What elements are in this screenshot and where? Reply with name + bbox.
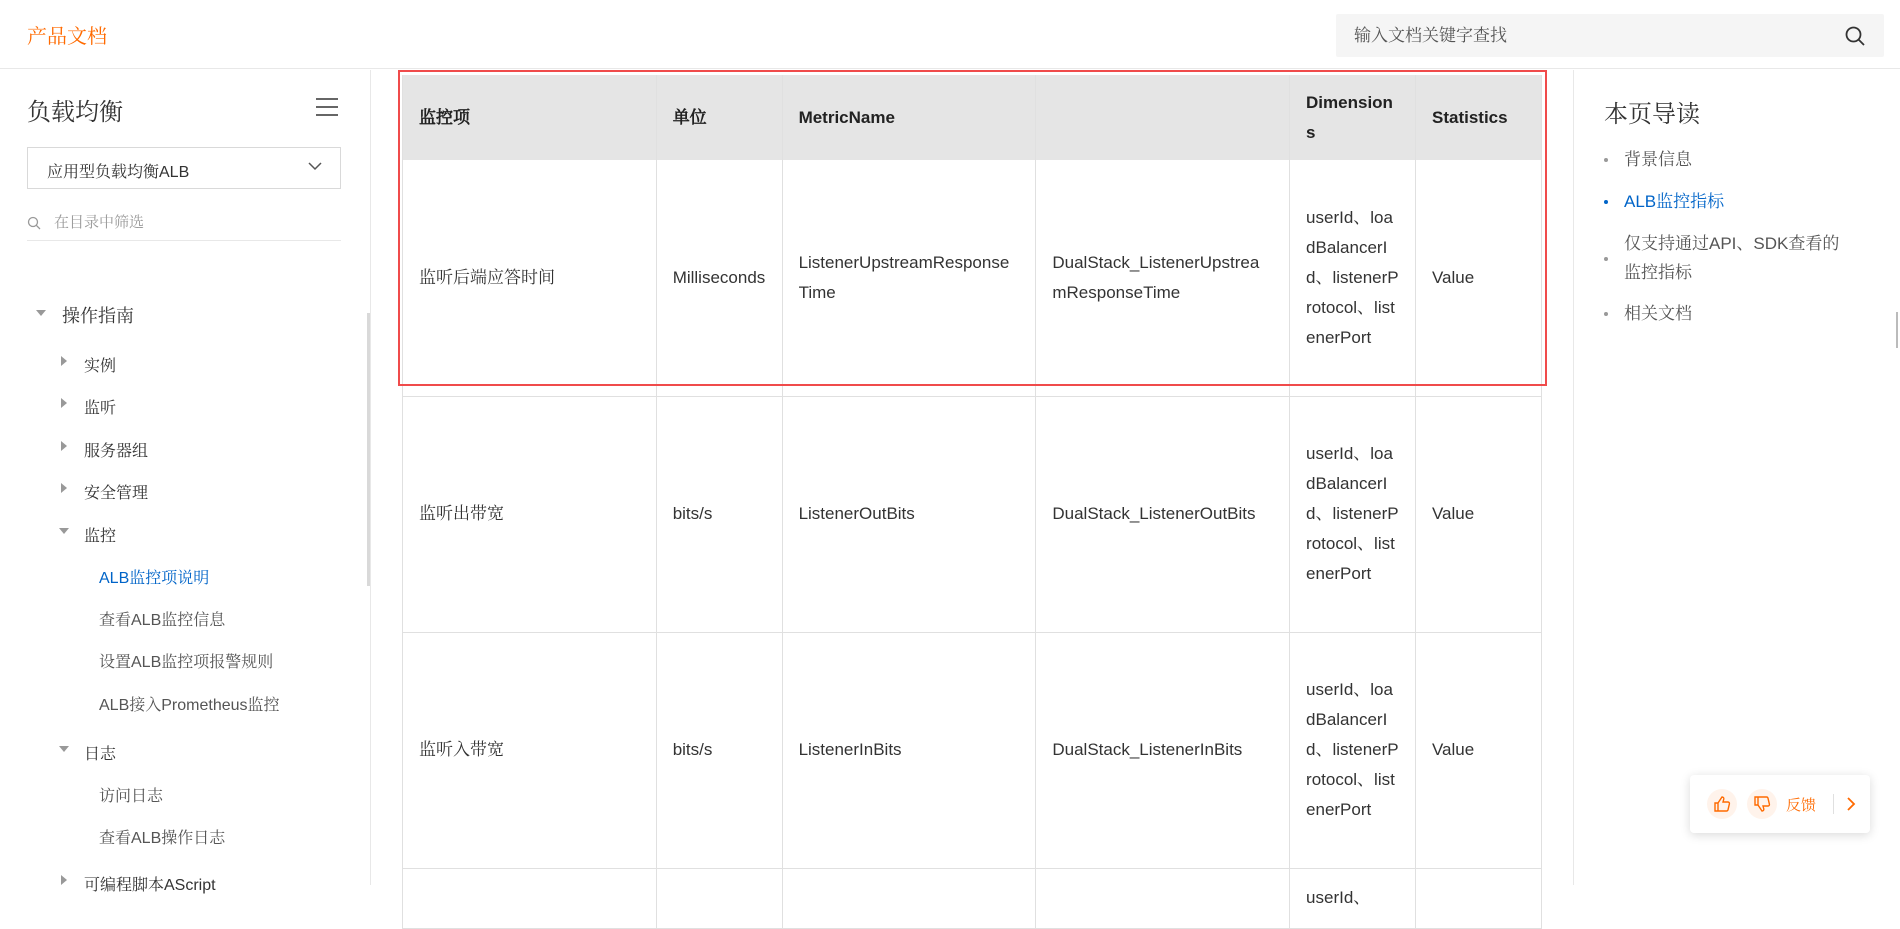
thumbs-up-button[interactable]	[1707, 789, 1737, 819]
tree-item-instance[interactable]: 实例	[84, 358, 117, 375]
column-header: 监控项	[403, 75, 657, 160]
menu-icon[interactable]	[316, 98, 340, 118]
chevron-down-icon	[308, 159, 322, 173]
table-cell: userId、loadBalancerId、listenerProtocol、listenerPort	[1290, 396, 1416, 632]
column-header: Dimensions	[1290, 75, 1416, 160]
tree-item-server-group[interactable]: 服务器组	[84, 443, 149, 460]
table-row	[403, 160, 1542, 396]
feedback-widget	[1690, 775, 1870, 833]
tree-item-alb-metrics[interactable]: ALB监控项说明	[99, 570, 210, 587]
toc-item-label: 仅支持通过API、SDK查看的监控指标	[1624, 234, 1840, 282]
bullet-dot	[1604, 158, 1608, 162]
sidebar-title: 负载均衡	[27, 99, 123, 126]
doc-search	[1336, 14, 1884, 57]
top-bar	[0, 0, 1900, 69]
thumbs-down-button[interactable]	[1747, 789, 1777, 819]
caret-right-icon[interactable]	[61, 875, 67, 885]
table-cell	[1415, 868, 1541, 928]
table-cell: DualStack_ListenerInBits	[1036, 632, 1290, 868]
thumbs-up-icon	[1713, 795, 1731, 813]
caret-right-icon[interactable]	[61, 441, 67, 451]
bullet-dot	[1604, 200, 1608, 204]
table-cell: 监听出带宽	[403, 396, 657, 632]
table-header-row	[403, 75, 1542, 160]
toc-item-label: ALB监控指标	[1624, 192, 1725, 211]
catalog-filter-input[interactable]	[54, 207, 334, 237]
doc-search-input[interactable]	[1354, 14, 1824, 57]
column-header	[1036, 75, 1290, 160]
toc-title: 本页导读	[1604, 101, 1700, 128]
tree-item-ascript[interactable]: 可编程脚本AScript	[84, 877, 216, 894]
tree-item-alarm-rules[interactable]: 设置ALB监控项报警规则	[99, 654, 274, 671]
toc-item-api-sdk-metrics[interactable]	[1604, 229, 1844, 287]
tree-item-view-monitor-info[interactable]: 查看ALB监控信息	[99, 612, 226, 629]
table-cell: userId、loadBalancerId、listenerProtocol、listenerPort	[1290, 632, 1416, 868]
toc-item-background[interactable]	[1604, 145, 1844, 174]
table-cell: Milliseconds	[656, 160, 782, 396]
page-toc	[1573, 70, 1900, 885]
table-row	[403, 396, 1542, 632]
table-cell	[782, 868, 1036, 928]
bullet-dot	[1604, 312, 1608, 316]
sidebar	[0, 70, 371, 894]
table-cell: ListenerOutBits	[782, 396, 1036, 632]
table-cell	[656, 868, 782, 928]
column-header: 单位	[656, 75, 782, 160]
feedback-label[interactable]: 反馈	[1786, 797, 1817, 814]
table-cell: 监听后端应答时间	[403, 160, 657, 396]
search-icon[interactable]	[1844, 25, 1866, 47]
tree-item-access-log[interactable]: 访问日志	[99, 788, 164, 805]
table-cell: Value	[1415, 396, 1541, 632]
product-select-value: 应用型负载均衡ALB	[47, 164, 190, 181]
caret-right-icon[interactable]	[61, 398, 67, 408]
chevron-right-icon[interactable]	[1841, 793, 1861, 815]
catalog-filter	[27, 207, 341, 241]
tree-item-operation-guide[interactable]: 操作指南	[62, 306, 134, 326]
toc-item-alb-metrics[interactable]	[1604, 187, 1844, 216]
table-cell	[403, 868, 657, 928]
search-icon	[27, 216, 41, 230]
toc-item-related-docs[interactable]	[1604, 299, 1844, 328]
product-select[interactable]	[27, 147, 341, 189]
thumbs-down-icon	[1753, 795, 1771, 813]
toc-item-label: 背景信息	[1624, 150, 1692, 169]
table-cell: bits/s	[656, 632, 782, 868]
page-scrollbar[interactable]	[1896, 312, 1898, 348]
table-cell: Value	[1415, 632, 1541, 868]
metrics-table	[402, 75, 1542, 929]
column-header: Statistics	[1415, 75, 1541, 160]
table-cell: ListenerInBits	[782, 632, 1036, 868]
caret-down-icon[interactable]	[36, 310, 46, 316]
tree-item-logs[interactable]: 日志	[84, 746, 117, 763]
table-cell: DualStack_ListenerOutBits	[1036, 396, 1290, 632]
table-cell: userId、	[1290, 868, 1416, 928]
table-cell: 监听入带宽	[403, 632, 657, 868]
toc-item-label: 相关文档	[1624, 304, 1692, 323]
caret-right-icon[interactable]	[61, 356, 67, 366]
tree-item-prometheus[interactable]: ALB接入Prometheus监控	[99, 697, 280, 714]
caret-down-icon[interactable]	[59, 528, 69, 534]
table-row	[403, 632, 1542, 868]
brand-link[interactable]: 产品文档	[27, 26, 107, 48]
tree-item-security[interactable]: 安全管理	[84, 485, 149, 502]
bullet-dot	[1604, 257, 1608, 261]
caret-right-icon[interactable]	[61, 483, 67, 493]
table-cell: userId、loadBalancerId、listenerProtocol、listenerPort	[1290, 160, 1416, 396]
table-cell: Value	[1415, 160, 1541, 396]
table-row	[403, 868, 1542, 928]
tree-item-listener[interactable]: 监听	[84, 400, 117, 417]
sidebar-scrollbar[interactable]	[367, 313, 370, 586]
column-header: MetricName	[782, 75, 1036, 160]
caret-down-icon[interactable]	[59, 746, 69, 752]
table-cell: DualStack_ListenerUpstreamResponseTime	[1036, 160, 1290, 396]
tree-item-monitor[interactable]: 监控	[84, 528, 117, 545]
main-content	[372, 70, 1572, 907]
table-cell	[1036, 868, 1290, 928]
table-cell: bits/s	[656, 396, 782, 632]
tree-item-operation-log[interactable]: 查看ALB操作日志	[99, 830, 226, 847]
divider	[1833, 794, 1834, 814]
table-cell: ListenerUpstreamResponseTime	[782, 160, 1036, 396]
